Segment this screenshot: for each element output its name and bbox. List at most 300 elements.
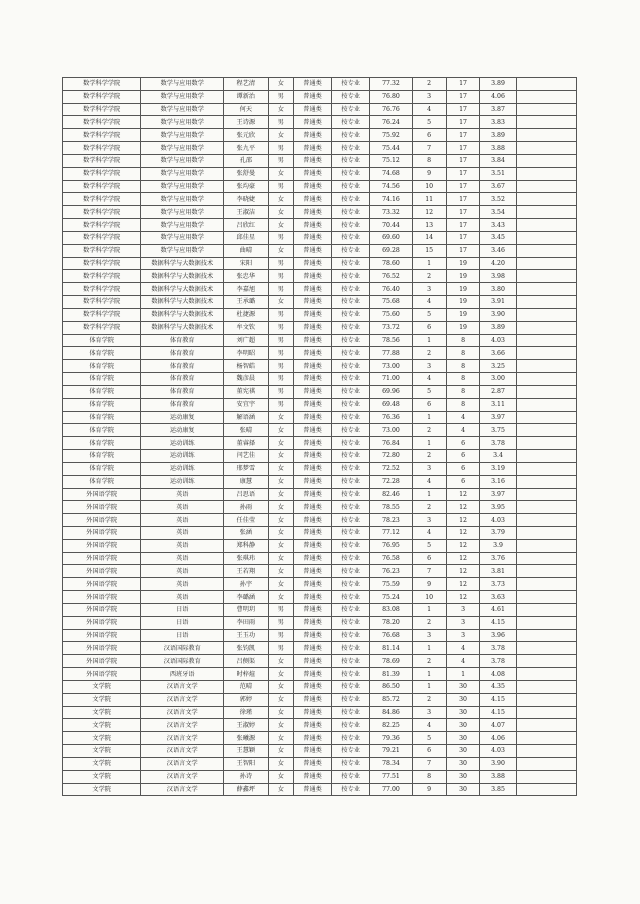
total-cell: 30 (446, 693, 480, 706)
rank-cell: 3 (412, 90, 446, 103)
rank-cell: 2 (412, 501, 446, 514)
rank-cell: 4 (412, 373, 446, 386)
major-cell: 体育教育 (141, 373, 224, 386)
rank-cell: 3 (412, 462, 446, 475)
total-cell: 17 (446, 193, 480, 206)
gender-cell: 女 (268, 757, 293, 770)
blank-cell (516, 398, 576, 411)
name-cell: 吕侧渠 (224, 655, 269, 668)
mode-cell: 按专业 (332, 706, 370, 719)
gpa-cell: 3.83 (480, 116, 516, 129)
score-cell: 86.50 (370, 680, 412, 693)
mode-cell: 按专业 (332, 578, 370, 591)
name-cell: 张钧凯 (224, 642, 269, 655)
college-cell: 数学科学学院 (63, 142, 141, 155)
table-row (63, 757, 577, 770)
rank-cell: 6 (412, 552, 446, 565)
table-row (63, 591, 577, 604)
rank-cell: 3 (412, 514, 446, 527)
blank-cell (516, 732, 576, 745)
gpa-cell: 3.84 (480, 154, 516, 167)
blank-cell (516, 129, 576, 142)
college-cell: 体育学院 (63, 398, 141, 411)
type-cell: 普通类 (294, 360, 332, 373)
total-cell: 17 (446, 154, 480, 167)
type-cell: 普通类 (294, 347, 332, 360)
score-cell: 81.39 (370, 668, 412, 681)
score-cell: 73.32 (370, 206, 412, 219)
table-row (63, 526, 577, 539)
type-cell: 普通类 (294, 719, 332, 732)
total-cell: 8 (446, 347, 480, 360)
college-cell: 体育学院 (63, 424, 141, 437)
blank-cell (516, 373, 576, 386)
type-cell: 普通类 (294, 424, 332, 437)
gender-cell: 男 (268, 270, 293, 283)
college-cell: 文学院 (63, 783, 141, 796)
table-row (63, 334, 577, 347)
total-cell: 12 (446, 514, 480, 527)
table-row (63, 783, 577, 796)
blank-cell (516, 514, 576, 527)
total-cell: 1 (446, 668, 480, 681)
total-cell: 19 (446, 270, 480, 283)
major-cell: 汉语言文学 (141, 770, 224, 783)
rank-cell: 1 (412, 411, 446, 424)
type-cell: 普通类 (294, 770, 332, 783)
table-row (63, 167, 577, 180)
blank-cell (516, 90, 576, 103)
college-cell: 体育学院 (63, 450, 141, 463)
gpa-cell: 3.79 (480, 526, 516, 539)
gender-cell: 女 (268, 219, 293, 232)
gpa-cell: 4.03 (480, 514, 516, 527)
type-cell: 普通类 (294, 437, 332, 450)
type-cell: 普通类 (294, 526, 332, 539)
rank-cell: 3 (412, 360, 446, 373)
gpa-cell: 3.89 (480, 321, 516, 334)
college-cell: 数学科学学院 (63, 193, 141, 206)
name-cell: 杜捷源 (224, 308, 269, 321)
type-cell: 普通类 (294, 129, 332, 142)
name-cell: 康慧 (224, 475, 269, 488)
table-row (63, 719, 577, 732)
score-cell: 85.72 (370, 693, 412, 706)
total-cell: 8 (446, 385, 480, 398)
college-cell: 数学科学学院 (63, 206, 141, 219)
rank-cell: 4 (412, 526, 446, 539)
blank-cell (516, 642, 576, 655)
score-cell: 72.52 (370, 462, 412, 475)
score-cell: 75.24 (370, 591, 412, 604)
total-cell: 19 (446, 308, 480, 321)
name-cell: 张元欣 (224, 129, 269, 142)
mode-cell: 按专业 (332, 321, 370, 334)
college-cell: 体育学院 (63, 462, 141, 475)
type-cell: 普通类 (294, 655, 332, 668)
score-cell: 76.24 (370, 116, 412, 129)
table-row (63, 219, 577, 232)
college-cell: 数学科学学院 (63, 167, 141, 180)
name-cell: 解语涵 (224, 411, 269, 424)
type-cell: 普通类 (294, 334, 332, 347)
mode-cell: 按专业 (332, 270, 370, 283)
gpa-cell: 4.15 (480, 706, 516, 719)
rank-cell: 15 (412, 244, 446, 257)
blank-cell (516, 745, 576, 758)
table-row (63, 385, 577, 398)
rank-cell: 10 (412, 591, 446, 604)
gpa-cell: 3.90 (480, 308, 516, 321)
gpa-cell: 4.03 (480, 745, 516, 758)
blank-cell (516, 770, 576, 783)
mode-cell: 按专业 (332, 552, 370, 565)
major-cell: 体育教育 (141, 398, 224, 411)
gpa-cell: 3.9 (480, 539, 516, 552)
major-cell: 英语 (141, 552, 224, 565)
major-cell: 数据科学与大数据技术 (141, 321, 224, 334)
name-cell: 安宜宇 (224, 398, 269, 411)
score-cell: 76.68 (370, 629, 412, 642)
name-cell: 王智阳 (224, 757, 269, 770)
major-cell: 汉语国际教育 (141, 655, 224, 668)
total-cell: 12 (446, 488, 480, 501)
mode-cell: 按专业 (332, 757, 370, 770)
mode-cell: 按专业 (332, 411, 370, 424)
table-row (63, 360, 577, 373)
score-cell: 72.28 (370, 475, 412, 488)
gender-cell: 女 (268, 78, 293, 91)
gender-cell: 女 (268, 462, 293, 475)
rank-cell: 6 (412, 745, 446, 758)
score-cell: 75.92 (370, 129, 412, 142)
total-cell: 17 (446, 219, 480, 232)
total-cell: 6 (446, 450, 480, 463)
type-cell: 普通类 (294, 244, 332, 257)
rank-cell: 5 (412, 732, 446, 745)
gpa-cell: 4.35 (480, 680, 516, 693)
mode-cell: 按专业 (332, 668, 370, 681)
rank-cell: 12 (412, 206, 446, 219)
score-cell: 73.00 (370, 424, 412, 437)
type-cell: 普通类 (294, 231, 332, 244)
blank-cell (516, 257, 576, 270)
college-cell: 文学院 (63, 770, 141, 783)
major-cell: 数学与应用数学 (141, 116, 224, 129)
score-cell: 74.68 (370, 167, 412, 180)
table-row (63, 488, 577, 501)
rank-cell: 2 (412, 78, 446, 91)
table-row (63, 514, 577, 527)
blank-cell (516, 655, 576, 668)
major-cell: 数学与应用数学 (141, 167, 224, 180)
gender-cell: 女 (268, 411, 293, 424)
gender-cell: 女 (268, 526, 293, 539)
blank-cell (516, 450, 576, 463)
blank-cell (516, 296, 576, 309)
type-cell: 普通类 (294, 552, 332, 565)
table-row (63, 539, 577, 552)
total-cell: 17 (446, 116, 480, 129)
blank-cell (516, 578, 576, 591)
major-cell: 英语 (141, 501, 224, 514)
rank-cell: 1 (412, 603, 446, 616)
total-cell: 19 (446, 296, 480, 309)
gender-cell: 女 (268, 783, 293, 796)
major-cell: 数学与应用数学 (141, 78, 224, 91)
college-cell: 体育学院 (63, 437, 141, 450)
name-cell: 王淑婷 (224, 719, 269, 732)
name-cell: 魏彦晨 (224, 373, 269, 386)
rank-cell: 1 (412, 642, 446, 655)
college-cell: 数学科学学院 (63, 321, 141, 334)
score-cell: 84.86 (370, 706, 412, 719)
name-cell: 薛鑫坪 (224, 783, 269, 796)
gpa-cell: 3.52 (480, 193, 516, 206)
blank-cell (516, 411, 576, 424)
college-cell: 文学院 (63, 706, 141, 719)
type-cell: 普通类 (294, 462, 332, 475)
blank-cell (516, 693, 576, 706)
rank-cell: 13 (412, 219, 446, 232)
gender-cell: 男 (268, 398, 293, 411)
gpa-cell: 3.25 (480, 360, 516, 373)
type-cell: 普通类 (294, 308, 332, 321)
mode-cell: 按专业 (332, 373, 370, 386)
college-cell: 文学院 (63, 680, 141, 693)
blank-cell (516, 526, 576, 539)
type-cell: 普通类 (294, 321, 332, 334)
name-cell: 郭婷 (224, 693, 269, 706)
rank-cell: 4 (412, 296, 446, 309)
rank-cell: 3 (412, 283, 446, 296)
blank-cell (516, 757, 576, 770)
total-cell: 17 (446, 167, 480, 180)
major-cell: 运动训练 (141, 475, 224, 488)
name-cell: 李田雨 (224, 616, 269, 629)
type-cell: 普通类 (294, 693, 332, 706)
type-cell: 普通类 (294, 398, 332, 411)
mode-cell: 按专业 (332, 475, 370, 488)
name-cell: 吕思语 (224, 488, 269, 501)
score-cell: 78.23 (370, 514, 412, 527)
gender-cell: 男 (268, 642, 293, 655)
name-cell: 孔邵 (224, 154, 269, 167)
college-cell: 数学科学学院 (63, 78, 141, 91)
name-cell: 范晴 (224, 680, 269, 693)
gender-cell: 男 (268, 142, 293, 155)
major-cell: 英语 (141, 526, 224, 539)
score-cell: 78.55 (370, 501, 412, 514)
gpa-cell: 3.66 (480, 347, 516, 360)
total-cell: 3 (446, 629, 480, 642)
major-cell: 数学与应用数学 (141, 154, 224, 167)
gender-cell: 女 (268, 693, 293, 706)
mode-cell: 按专业 (332, 680, 370, 693)
type-cell: 普通类 (294, 167, 332, 180)
college-cell: 体育学院 (63, 373, 141, 386)
score-cell: 71.00 (370, 373, 412, 386)
rank-cell: 6 (412, 129, 446, 142)
gpa-cell: 3.51 (480, 167, 516, 180)
type-cell: 普通类 (294, 680, 332, 693)
rank-cell: 14 (412, 231, 446, 244)
type-cell: 普通类 (294, 629, 332, 642)
mode-cell: 按专业 (332, 129, 370, 142)
name-cell: 吕欣红 (224, 219, 269, 232)
type-cell: 普通类 (294, 257, 332, 270)
total-cell: 12 (446, 552, 480, 565)
gpa-cell: 3.88 (480, 770, 516, 783)
rank-cell: 8 (412, 154, 446, 167)
mode-cell: 按专业 (332, 244, 370, 257)
college-cell: 数学科学学院 (63, 103, 141, 116)
score-cell: 76.76 (370, 103, 412, 116)
score-cell: 77.12 (370, 526, 412, 539)
name-cell: 张忠华 (224, 270, 269, 283)
mode-cell: 按专业 (332, 450, 370, 463)
score-cell: 81.14 (370, 642, 412, 655)
table-row (63, 680, 577, 693)
gender-cell: 男 (268, 603, 293, 616)
name-cell: 张涵 (224, 526, 269, 539)
rank-cell: 2 (412, 450, 446, 463)
table-row (63, 437, 577, 450)
rank-cell: 5 (412, 539, 446, 552)
table-row (63, 655, 577, 668)
gender-cell: 女 (268, 655, 293, 668)
rank-cell: 3 (412, 629, 446, 642)
gpa-cell: 3.97 (480, 411, 516, 424)
college-cell: 文学院 (63, 732, 141, 745)
major-cell: 英语 (141, 578, 224, 591)
score-cell: 78.56 (370, 334, 412, 347)
name-cell: 闫艺佳 (224, 450, 269, 463)
mode-cell: 按专业 (332, 219, 370, 232)
total-cell: 30 (446, 770, 480, 783)
blank-cell (516, 334, 576, 347)
gender-cell: 男 (268, 616, 293, 629)
total-cell: 17 (446, 206, 480, 219)
score-cell: 82.46 (370, 488, 412, 501)
score-cell: 75.44 (370, 142, 412, 155)
mode-cell: 按专业 (332, 591, 370, 604)
score-cell: 78.60 (370, 257, 412, 270)
rank-cell: 2 (412, 655, 446, 668)
major-cell: 汉语言文学 (141, 745, 224, 758)
type-cell: 普通类 (294, 514, 332, 527)
college-cell: 数学科学学院 (63, 116, 141, 129)
blank-cell (516, 668, 576, 681)
gpa-cell: 4.03 (480, 334, 516, 347)
college-cell: 体育学院 (63, 334, 141, 347)
mode-cell: 按专业 (332, 257, 370, 270)
mode-cell: 按专业 (332, 783, 370, 796)
name-cell: 曹明玥 (224, 603, 269, 616)
blank-cell (516, 193, 576, 206)
mode-cell: 按专业 (332, 296, 370, 309)
gender-cell: 女 (268, 680, 293, 693)
college-cell: 文学院 (63, 745, 141, 758)
name-cell: 李嘉旭 (224, 283, 269, 296)
name-cell: 王若翔 (224, 565, 269, 578)
blank-cell (516, 680, 576, 693)
name-cell: 牟文钦 (224, 321, 269, 334)
blank-cell (516, 616, 576, 629)
gpa-cell: 3.11 (480, 398, 516, 411)
total-cell: 30 (446, 757, 480, 770)
mode-cell: 按专业 (332, 501, 370, 514)
type-cell: 普通类 (294, 142, 332, 155)
mode-cell: 按专业 (332, 180, 370, 193)
name-cell: 邢梦雪 (224, 462, 269, 475)
gpa-cell: 3.97 (480, 488, 516, 501)
gpa-cell: 3.78 (480, 437, 516, 450)
gpa-cell: 3.00 (480, 373, 516, 386)
type-cell: 普通类 (294, 757, 332, 770)
score-cell: 77.00 (370, 783, 412, 796)
rank-cell: 10 (412, 180, 446, 193)
rank-cell: 6 (412, 321, 446, 334)
total-cell: 4 (446, 411, 480, 424)
gpa-cell: 3.89 (480, 78, 516, 91)
college-cell: 外国语学院 (63, 629, 141, 642)
name-cell: 李明昭 (224, 347, 269, 360)
name-cell: 王慧颖 (224, 745, 269, 758)
table-row (63, 450, 577, 463)
type-cell: 普通类 (294, 450, 332, 463)
table-row (63, 231, 577, 244)
major-cell: 汉语言文学 (141, 693, 224, 706)
type-cell: 普通类 (294, 642, 332, 655)
blank-cell (516, 565, 576, 578)
name-cell: 张均豪 (224, 180, 269, 193)
college-cell: 数学科学学院 (63, 154, 141, 167)
blank-cell (516, 308, 576, 321)
blank-cell (516, 501, 576, 514)
name-cell: 宋阳 (224, 257, 269, 270)
total-cell: 30 (446, 680, 480, 693)
type-cell: 普通类 (294, 668, 332, 681)
type-cell: 普通类 (294, 296, 332, 309)
type-cell: 普通类 (294, 103, 332, 116)
gender-cell: 男 (268, 116, 293, 129)
table-row (63, 603, 577, 616)
gender-cell: 男 (268, 629, 293, 642)
total-cell: 17 (446, 129, 480, 142)
gender-cell: 女 (268, 167, 293, 180)
gender-cell: 男 (268, 360, 293, 373)
table-row (63, 244, 577, 257)
type-cell: 普通类 (294, 616, 332, 629)
score-cell: 76.36 (370, 411, 412, 424)
score-cell: 73.72 (370, 321, 412, 334)
type-cell: 普通类 (294, 90, 332, 103)
score-cell: 77.32 (370, 78, 412, 91)
gender-cell: 女 (268, 103, 293, 116)
gpa-cell: 3.90 (480, 757, 516, 770)
rank-cell: 1 (412, 488, 446, 501)
college-cell: 数学科学学院 (63, 283, 141, 296)
gender-cell: 男 (268, 321, 293, 334)
gpa-cell: 3.89 (480, 129, 516, 142)
total-cell: 4 (446, 655, 480, 668)
mode-cell: 按专业 (332, 539, 370, 552)
major-cell: 体育教育 (141, 347, 224, 360)
college-cell: 外国语学院 (63, 668, 141, 681)
gender-cell: 女 (268, 206, 293, 219)
table-row (63, 142, 577, 155)
